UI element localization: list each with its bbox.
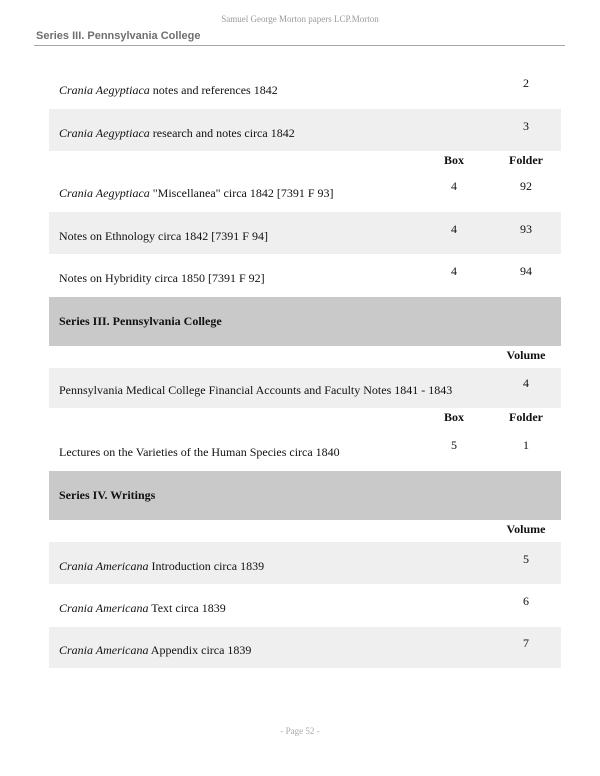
running-header: Samuel George Morton papers LCP.Morton bbox=[221, 14, 379, 24]
item-title: Lectures on the Varieties of the Human Species circa 1840 bbox=[59, 445, 340, 459]
series-title: Series III. Pennsylvania College bbox=[59, 314, 222, 328]
list-item bbox=[49, 542, 561, 584]
list-item bbox=[49, 584, 561, 627]
column-headers bbox=[49, 520, 561, 542]
page-number: - Page 52 - bbox=[280, 726, 320, 736]
series-heading bbox=[49, 471, 561, 520]
item-title: Crania Aegyptiaca "Miscellanea" circa 1842 [7391 F 93] bbox=[59, 186, 334, 200]
list-item bbox=[49, 430, 561, 471]
list-item bbox=[49, 109, 561, 151]
item-title: Notes on Ethnology circa 1842 [7391 F 94] bbox=[59, 229, 268, 243]
series-heading bbox=[49, 297, 561, 346]
folder-header: Folder bbox=[509, 153, 543, 167]
finding-aid-content bbox=[49, 66, 561, 668]
item-title: Crania Americana Introduction circa 1839 bbox=[59, 559, 265, 573]
volume-number: 6 bbox=[523, 594, 529, 608]
volume-header: Volume bbox=[506, 348, 546, 362]
folder-header: Folder bbox=[509, 410, 543, 424]
item-title: Notes on Hybridity circa 1850 [7391 F 92] bbox=[59, 271, 265, 285]
box-number: 4 bbox=[451, 222, 457, 236]
box-number: 4 bbox=[451, 179, 457, 193]
column-headers bbox=[49, 151, 561, 173]
volume-number: 3 bbox=[523, 119, 529, 133]
volume-header: Volume bbox=[506, 522, 546, 536]
item-title: Crania Aegyptiaca research and notes circa 1842 bbox=[59, 126, 295, 140]
list-item bbox=[49, 66, 561, 109]
volume-number: 7 bbox=[523, 636, 529, 650]
volume-number: 5 bbox=[523, 552, 529, 566]
list-item bbox=[49, 212, 561, 254]
item-title: Crania Americana Appendix circa 1839 bbox=[59, 643, 252, 657]
volume-number: 4 bbox=[523, 376, 529, 390]
item-title: Pennsylvania Medical College Financial Accounts and Faculty Notes 1841 - 1843 bbox=[59, 383, 453, 397]
series-title: Series IV. Writings bbox=[59, 488, 156, 502]
folder-number: 92 bbox=[520, 179, 532, 193]
box-header: Box bbox=[443, 410, 464, 424]
header-rule bbox=[34, 45, 565, 46]
folder-number: 93 bbox=[520, 222, 532, 236]
list-item bbox=[49, 254, 561, 297]
list-item bbox=[49, 368, 561, 408]
volume-number: 2 bbox=[523, 76, 529, 90]
folder-number: 94 bbox=[520, 264, 532, 278]
column-headers bbox=[49, 408, 561, 430]
list-item bbox=[49, 173, 561, 212]
box-number: 4 bbox=[451, 264, 457, 278]
box-number: 5 bbox=[451, 438, 457, 452]
folder-number: 1 bbox=[523, 438, 529, 452]
item-title: Crania Aegyptiaca notes and references 1842 bbox=[59, 83, 278, 97]
item-title: Crania Americana Text circa 1839 bbox=[59, 601, 226, 615]
box-header: Box bbox=[443, 153, 464, 167]
column-headers bbox=[49, 346, 561, 368]
list-item bbox=[49, 627, 561, 668]
section-heading: Series III. Pennsylvania College bbox=[36, 30, 201, 42]
